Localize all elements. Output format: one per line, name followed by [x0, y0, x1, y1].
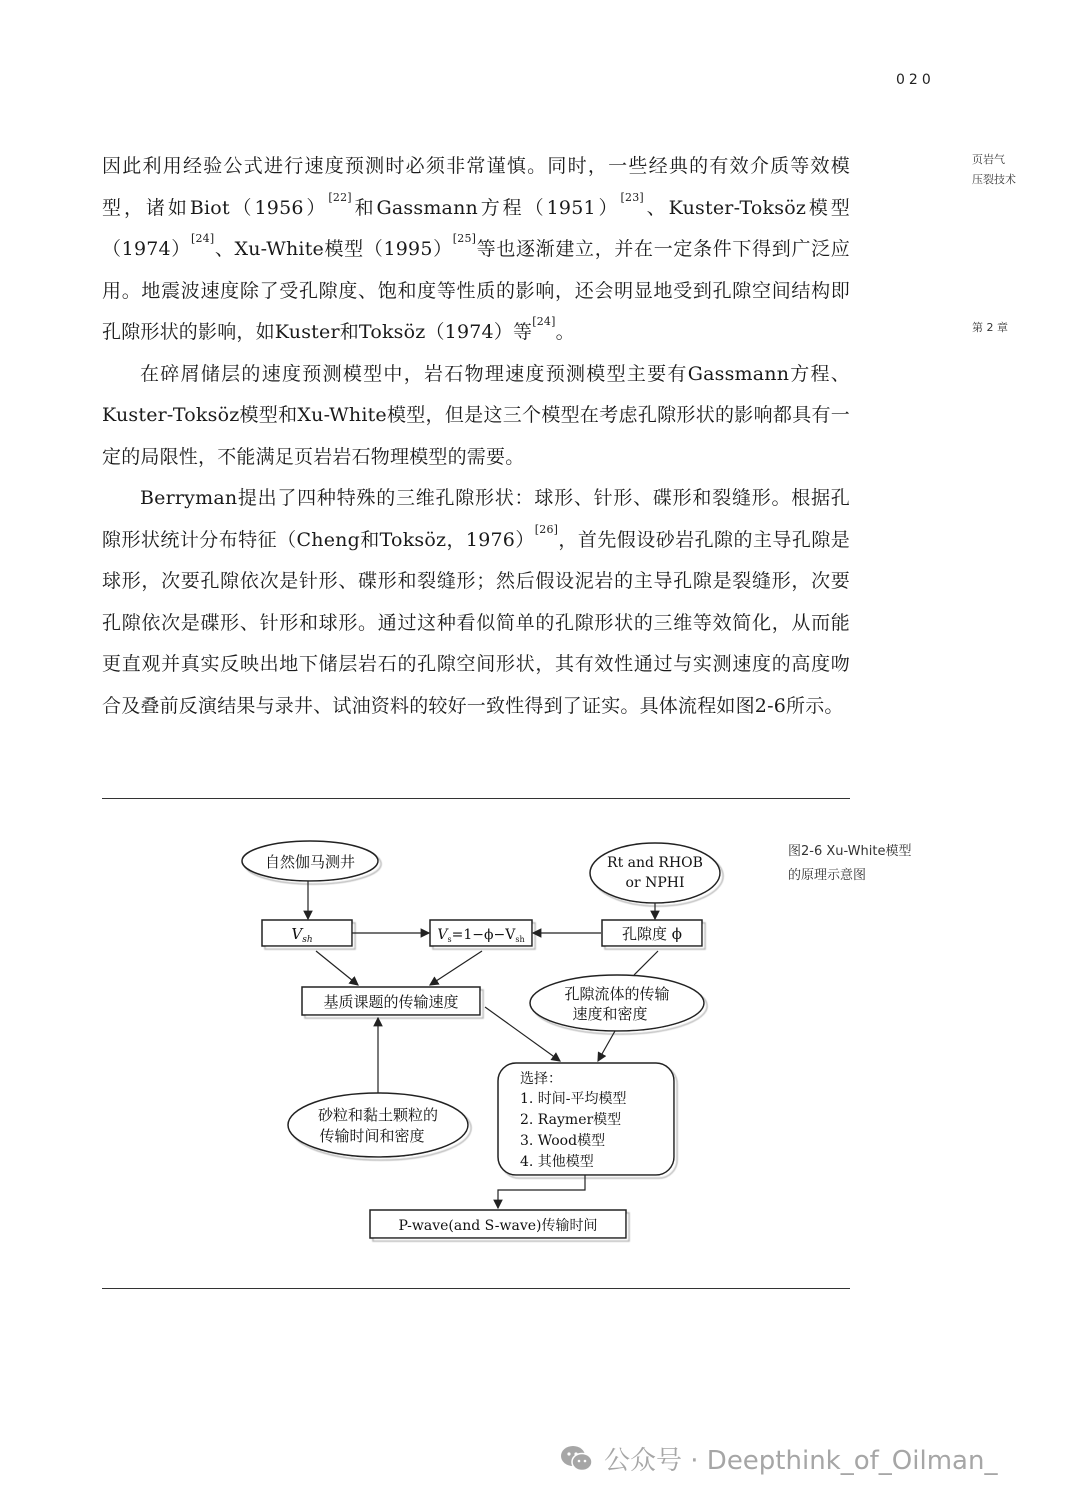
citation-ref: [26]	[534, 522, 559, 536]
node-rt-rhob	[590, 843, 720, 903]
figure-top-rule	[102, 798, 850, 799]
node-gamma-log	[242, 841, 378, 881]
paragraph-3	[102, 478, 850, 727]
xu-white-flowchart	[230, 835, 730, 1255]
paragraph-1	[102, 146, 850, 354]
citation-ref: [23]	[620, 190, 644, 204]
book-title-line2: 压裂技术	[972, 173, 1016, 186]
caption-line1: 图2-6 Xu-White模型	[788, 844, 912, 859]
page-number: 020	[896, 72, 935, 88]
text-run: 、Kuster-Toksöz模型（1974）	[102, 196, 850, 260]
selection-item-3: 3. Wood模型	[520, 1133, 606, 1149]
arrow-fluid-to-selection	[598, 1031, 615, 1061]
text-run: 因此利用经验公式进行速度预测时必须非常谨慎。同时，一些经典的有效介质等效模型，诸如Biot（1956）	[102, 155, 850, 219]
vsh-main: V	[291, 925, 303, 943]
node-pore-fluid-line2: 速度和密度	[572, 1005, 648, 1023]
text-run: 和Gassmann方程（1951）	[351, 196, 621, 219]
node-porosity-label: 孔隙度 ϕ	[622, 925, 682, 943]
book-title-line1: 页岩气	[972, 153, 1005, 166]
citation-ref: [24]	[532, 315, 556, 328]
vsh-sub: sh	[302, 935, 313, 945]
selection-item-2: 2. Raymer模型	[520, 1112, 622, 1128]
node-gamma-log-label: 自然伽马测井	[264, 853, 356, 871]
figure-bottom-rule	[102, 1288, 850, 1289]
text-run: 、Xu-White模型（1995）	[214, 238, 453, 260]
selection-item-4: 4. 其他模型	[520, 1154, 594, 1170]
watermark-text: 公众号 · Deepthink_of_Oilman_	[604, 1446, 998, 1476]
selection-item-1: 1. 时间-平均模型	[520, 1091, 627, 1107]
wechat-icon	[560, 1444, 594, 1474]
text-run: Berryman提出了四种特殊的三维孔隙形状：球形、针形、碟形和裂缝形。根据孔隙形状统计分布特征（Cheng和Toksöz，1976）	[102, 487, 850, 551]
line-porosity-to-fluid	[634, 951, 658, 975]
caption-line2: 的原理示意图	[788, 868, 867, 883]
selection-title: 选择：	[520, 1071, 562, 1087]
node-pore-fluid-line1: 孔隙流体的传输	[564, 985, 670, 1003]
node-output	[370, 1210, 626, 1238]
node-rt-rhob-line1: Rt and RHOB	[607, 855, 703, 871]
arrow-selection-to-output	[498, 1175, 585, 1208]
node-matrix-velocity	[302, 987, 480, 1015]
node-vs-formula	[430, 920, 532, 946]
node-rt-rhob-line2: or NPHI	[625, 875, 685, 891]
node-porosity	[602, 920, 702, 946]
node-output-label: P-wave(and S-wave)传输时间	[398, 1218, 598, 1234]
vs-a: V	[437, 927, 448, 943]
text-run: 。	[555, 321, 575, 343]
text-run: ，首先假设砂岩孔隙的主导孔隙是球形，次要孔隙依次是针形、碟形和裂缝形；然后假设泥岩的主导孔隙是裂缝形，次要孔隙依次是碟形、针形和球形。通过这种看似简单的孔隙形状的三维等效简化，从而能更直观并真实反映出地下储层岩石的孔隙空间形状，其有效性通过与实测速度的高度吻合及叠前反演结果与录井、试油资料的较好一致性得到了证实。具体流程如图2-6所示。	[102, 528, 850, 717]
arrow-vsh-to-matrix	[316, 951, 358, 985]
node-vsh	[262, 920, 352, 946]
watermark	[560, 1440, 997, 1477]
vs-sub: s	[447, 935, 452, 944]
paragraph-2: 在碎屑储层的速度预测模型中，岩石物理速度预测模型主要有Gassmann方程、Kuster-Toksöz模型和Xu-White模型，但是这三个模型在考虑孔隙形状的影响都具有一定的局限性，不能满足页岩岩石物理模型的需要。	[102, 362, 850, 468]
running-head-chapter: 第 2 章	[972, 321, 1008, 334]
node-grain-line2: 传输时间和密度	[319, 1127, 425, 1145]
text-run: 等也逐渐建立，并在一定条件下得到广泛应用。地震波速度除了受孔隙度、饱和度等性质的影响，还会明显地受到孔隙空间结构即孔隙形状的影响，如Kuster和Toksöz（1974）等	[102, 238, 850, 343]
figure-caption	[788, 840, 958, 888]
node-grain	[288, 1093, 468, 1157]
vs-b: =1−ϕ−V	[451, 927, 516, 943]
body-text	[102, 146, 850, 727]
citation-ref: [24]	[190, 232, 215, 245]
citation-ref: [25]	[452, 232, 477, 245]
node-grain-line1: 砂粒和黏土颗粒的	[317, 1106, 439, 1124]
node-matrix-velocity-label: 基质课题的传输速度	[323, 993, 459, 1011]
node-pore-fluid	[530, 975, 704, 1031]
citation-ref: [22]	[328, 190, 352, 204]
running-head-book-title	[972, 150, 1016, 190]
vs-sub2: sh	[515, 935, 525, 944]
node-model-selection	[498, 1063, 674, 1175]
arrow-formula-to-matrix	[430, 951, 482, 985]
